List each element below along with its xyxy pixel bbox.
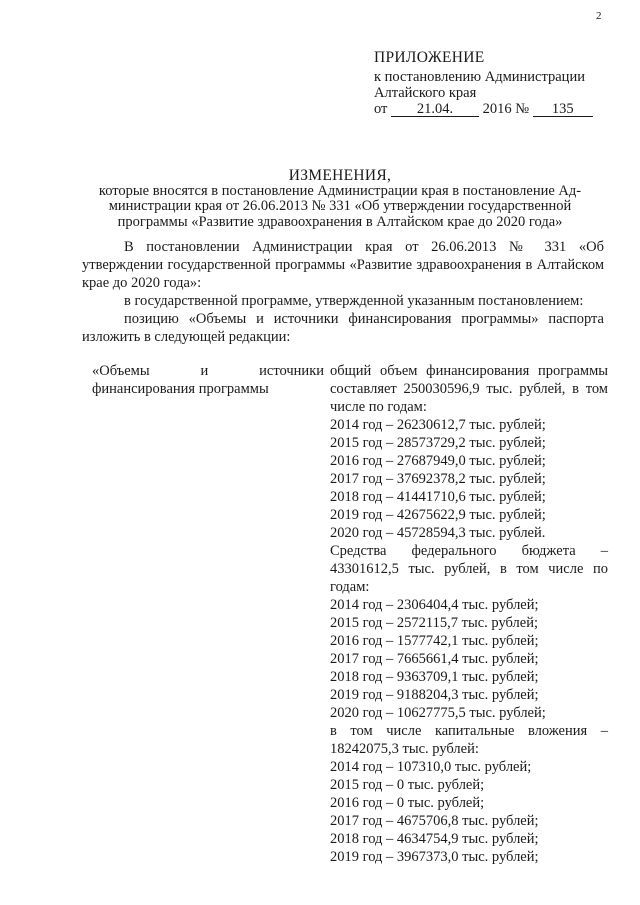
appendix-title: ПРИЛОЖЕНИЕ bbox=[374, 49, 485, 66]
list-item: 2019 год – 9188204,3 тыс. рублей; bbox=[330, 687, 539, 703]
list-item: 2015 год – 28573729,2 тыс. рублей; bbox=[330, 435, 546, 451]
page-number: 2 bbox=[596, 10, 602, 22]
total-financing: общий объем финансирования программы составляет 250030596,9 тыс. рублей, в том числе по годам: bbox=[330, 363, 608, 415]
appendix-line-1: к постановлению Администрации bbox=[374, 69, 585, 85]
capital-investments: в том числе капитальные вложения – 18242075,3 тыс. рублей: bbox=[330, 723, 608, 757]
list-item: 2017 год – 4675706,8 тыс. рублей; bbox=[330, 813, 539, 829]
paragraph-1: В постановлении Администрации края от 26.06.2013 № 331 «Об утверждении государственной программы «Развитие здравоохранения в Алтайском крае до 2020 года»: bbox=[82, 239, 604, 291]
total-years-list bbox=[330, 416, 608, 542]
list-item: 2014 год – 2306404,4 тыс. рублей; bbox=[330, 597, 539, 613]
list-item: 2020 год – 45728594,3 тыс. рублей. bbox=[330, 525, 546, 541]
list-item: 2019 год – 3967373,0 тыс. рублей; bbox=[330, 849, 539, 865]
paragraph-3: позицию «Объемы и источники финансирования программы» паспорта изложить в следующей редакции: bbox=[82, 311, 604, 345]
list-item: 2018 год – 4634754,9 тыс. рублей; bbox=[330, 831, 539, 847]
list-item: 2015 год – 0 тыс. рублей; bbox=[330, 777, 485, 793]
list-item: 2018 год – 9363709,1 тыс. рублей; bbox=[330, 669, 539, 685]
appendix-number: 135 bbox=[533, 102, 593, 117]
list-item: 2018 год – 41441710,6 тыс. рублей; bbox=[330, 489, 546, 505]
list-item: 2014 год – 107310,0 тыс. рублей; bbox=[330, 759, 532, 775]
list-item: 2014 год – 26230612,7 тыс. рублей; bbox=[330, 417, 546, 433]
appendix-year: 2016 № bbox=[482, 101, 530, 117]
capital-years-list bbox=[330, 758, 608, 866]
list-item: 2017 год – 37692378,2 тыс. рублей; bbox=[330, 471, 546, 487]
federal-budget: Средства федерального бюджета – 43301612,5 тыс. рублей, в том числе по годам: bbox=[330, 543, 608, 595]
appendix-date-line bbox=[374, 101, 624, 117]
paragraph-2: в государственной программе, утвержденной указанным постановлением: bbox=[124, 293, 584, 309]
heading-line-1: которые вносятся в постановление Администрации края в постановление Ад- bbox=[98, 182, 582, 199]
list-item: 2017 год – 7665661,4 тыс. рублей; bbox=[330, 651, 539, 667]
list-item: 2016 год – 0 тыс. рублей; bbox=[330, 795, 485, 811]
list-item: 2019 год – 42675622,9 тыс. рублей; bbox=[330, 507, 546, 523]
appendix-line-2: Алтайского края bbox=[374, 85, 477, 101]
appendix-date: 21.04. bbox=[391, 102, 479, 117]
list-item: 2016 год – 27687949,0 тыс. рублей; bbox=[330, 453, 546, 469]
heading-line-2: министрации края от 26.06.2013 № 331 «Об утверждении государственной bbox=[108, 198, 572, 214]
heading-line-3: программы «Развитие здравоохранения в Алтайском крае до 2020 года» bbox=[117, 213, 563, 230]
list-item: 2020 год – 10627775,5 тыс. рублей; bbox=[330, 705, 546, 721]
document-heading bbox=[60, 168, 620, 230]
document-body bbox=[82, 238, 604, 346]
appendix-block bbox=[374, 50, 624, 117]
federal-years-list bbox=[330, 596, 608, 722]
list-item: 2015 год – 2572115,7 тыс. рублей; bbox=[330, 615, 538, 631]
table-left-cell: «Объемы и источники финансирования программы bbox=[92, 363, 324, 397]
list-item: 2016 год – 1577742,1 тыс. рублей; bbox=[330, 633, 539, 649]
table-right-cell bbox=[330, 362, 608, 866]
heading-title: ИЗМЕНЕНИЯ, bbox=[288, 167, 392, 184]
from-label: от bbox=[374, 101, 388, 117]
